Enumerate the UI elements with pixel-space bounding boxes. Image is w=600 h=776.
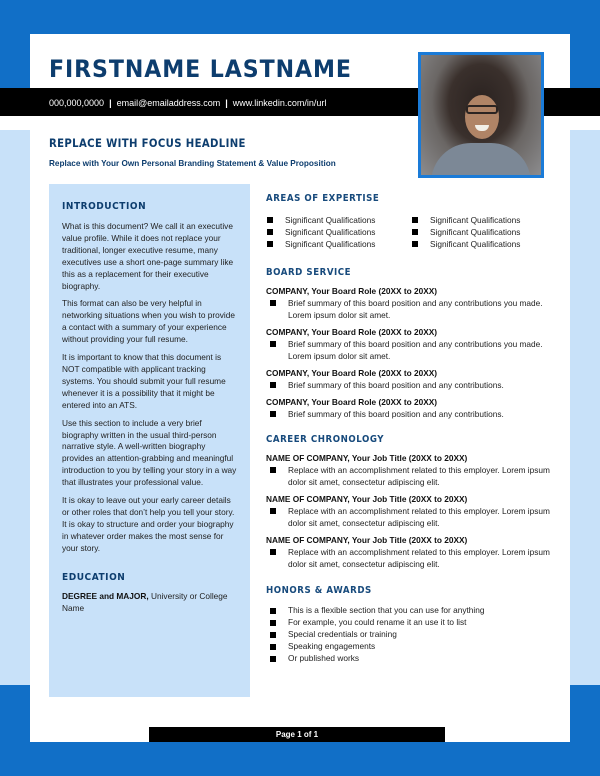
list-item: Significant Qualifications [411, 214, 556, 226]
list-item: Special credentials or training [266, 629, 556, 641]
square-bullet-icon [270, 620, 276, 626]
branding-statement: Replace with Your Own Personal Branding Statement & Value Proposition [49, 159, 336, 168]
square-bullet-icon [270, 549, 276, 555]
separator: | [225, 98, 228, 108]
square-bullet-icon [270, 608, 276, 614]
intro-paragraph: Use this section to include a very brief biography written in the usual third-person narrative style. A well-written biography provides an attention-grabbing and meaningful introduction to you by telling your story in a way that illustrates your professional value. [62, 417, 237, 488]
entry-title: COMPANY, Your Board Role (20XX to 20XX) [266, 327, 438, 337]
phone-number: 000,000,0000 [49, 98, 105, 108]
board-entry [266, 327, 556, 362]
career-entries [266, 453, 556, 570]
list-item: Significant Qualifications [266, 214, 411, 226]
photo-face [465, 95, 499, 139]
expertise-heading: AREAS OF EXPERTISE [266, 193, 380, 204]
square-bullet-icon [270, 644, 276, 650]
entry-bullet: Brief summary of this board position and any contributions. [266, 379, 556, 391]
square-bullet-icon [267, 229, 273, 235]
square-bullet-icon [267, 241, 273, 247]
list-item: For example, you could rename it an use it to list [266, 617, 556, 629]
intro-paragraph: What is this document? We call it an executive value profile. While it does not replace your traditional, longer executive resume, many executives use a short one-page summary like this as a replacement for their executive biography. [62, 221, 234, 291]
career-entry [266, 535, 556, 570]
photo-shoulders [431, 143, 531, 178]
square-bullet-icon [270, 467, 276, 473]
square-bullet-icon [270, 656, 276, 662]
focus-headline: REPLACE WITH FOCUS HEADLINE [49, 136, 246, 150]
expertise-column [411, 214, 556, 250]
honors-awards-heading: HONORS & AWARDS [266, 585, 372, 596]
board-service-heading: BOARD SERVICE [266, 267, 352, 278]
career-entry [266, 494, 556, 529]
intro-paragraph: This format can also be very helpful in networking situations when you wish to provide a contact with a summary of your experience without providing your full resume. [62, 298, 235, 345]
square-bullet-icon [270, 341, 276, 347]
square-bullet-icon [412, 217, 418, 223]
board-entry [266, 397, 556, 420]
square-bullet-icon [412, 241, 418, 247]
education-heading: EDUCATION [62, 571, 126, 583]
profile-photo [418, 52, 544, 178]
list-item: Significant Qualifications [266, 238, 411, 250]
board-entries [266, 286, 556, 420]
entry-bullet: Replace with an accomplishment related to this employer. Lorem ipsum dolor sit amet, consectetur adipiscing elit. [266, 505, 556, 529]
expertise-column [266, 214, 411, 250]
entry-bullet: Replace with an accomplishment related to this employer. Lorem ipsum dolor sit amet, consectetur adipiscing elit. [266, 464, 556, 488]
photo-glasses [466, 105, 498, 114]
square-bullet-icon [270, 411, 276, 417]
career-entry [266, 453, 556, 488]
list-item: Significant Qualifications [411, 238, 556, 250]
degree: DEGREE and MAJOR, [62, 590, 149, 601]
linkedin-url[interactable]: www.linkedin.com/in/url [232, 98, 327, 108]
entry-bullet: Brief summary of this board position and any contributions you made. Lorem ipsum dolor sit amet. [266, 297, 556, 321]
intro-paragraph: It is okay to leave out your early career details or other roles that don’t help you tell your story. It is okay to structure and order your biography in whatever order makes the most sense for your story. [62, 495, 235, 553]
introduction-panel [49, 184, 250, 697]
list-item: Or published works [266, 653, 556, 665]
list-item: This is a flexible section that you can use for anything [266, 605, 556, 617]
entry-title: COMPANY, Your Board Role (20XX to 20XX) [266, 397, 438, 407]
square-bullet-icon [412, 229, 418, 235]
entry-bullet: Brief summary of this board position and any contributions you made. Lorem ipsum dolor sit amet. [266, 338, 556, 362]
entry-bullet: Brief summary of this board position and any contributions. [266, 408, 556, 420]
candidate-name: FIRSTNAME LASTNAME [49, 55, 352, 83]
square-bullet-icon [270, 300, 276, 306]
school: University or College Name [62, 590, 228, 613]
contact-info [49, 98, 326, 108]
entry-title: NAME OF COMPANY, Your Job Title (20XX to 20XX) [266, 535, 468, 545]
board-entry [266, 368, 556, 391]
list-item: Speaking engagements [266, 641, 556, 653]
honors-list [266, 605, 556, 665]
main-column [266, 193, 556, 665]
introduction-heading: INTRODUCTION [62, 201, 147, 212]
separator: | [109, 98, 112, 108]
entry-title: NAME OF COMPANY, Your Job Title (20XX to 20XX) [266, 494, 468, 504]
square-bullet-icon [270, 382, 276, 388]
entry-title: COMPANY, Your Board Role (20XX to 20XX) [266, 286, 438, 296]
board-entry [266, 286, 556, 321]
education-entry [62, 590, 237, 614]
email-address[interactable]: email@emailaddress.com [116, 98, 221, 108]
square-bullet-icon [270, 632, 276, 638]
square-bullet-icon [267, 217, 273, 223]
square-bullet-icon [270, 508, 276, 514]
list-item: Significant Qualifications [411, 226, 556, 238]
entry-title: NAME OF COMPANY, Your Job Title (20XX to 20XX) [266, 453, 468, 463]
page-number-footer: Page 1 of 1 [149, 727, 445, 742]
entry-bullet: Replace with an accomplishment related to this employer. Lorem ipsum dolor sit amet, consectetur adipiscing elit. [266, 546, 556, 570]
list-item: Significant Qualifications [266, 226, 411, 238]
entry-title: COMPANY, Your Board Role (20XX to 20XX) [266, 368, 438, 378]
expertise-list [266, 214, 556, 250]
intro-paragraph: It is important to know that this document is NOT compatible with applicant tracking systems. You should submit your full resume whenever it is a possibility that it might be entered into an ATS. [62, 352, 226, 410]
career-chronology-heading: CAREER CHRONOLOGY [266, 434, 385, 445]
